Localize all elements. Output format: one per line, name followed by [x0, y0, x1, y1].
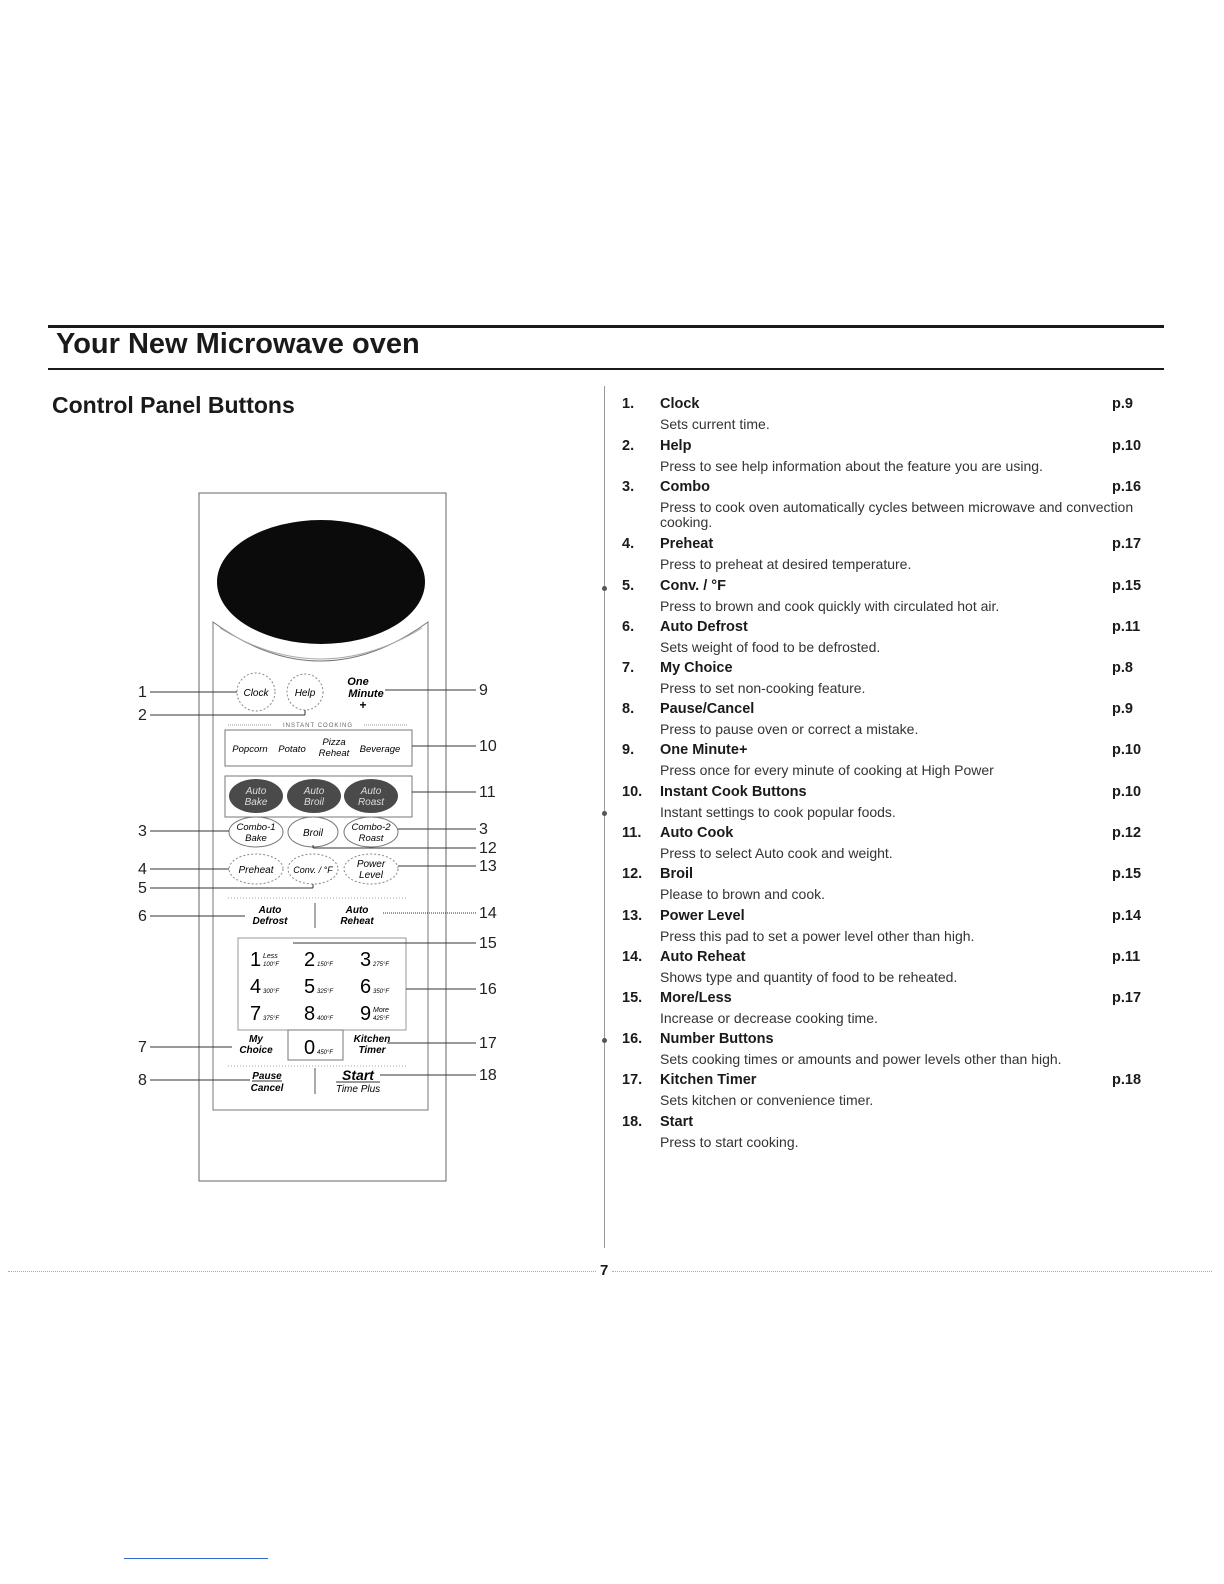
button-description-item: [622, 782, 1142, 823]
svg-text:Kitchen: Kitchen: [353, 1034, 391, 1045]
key-temperature: 400°F: [317, 1016, 334, 1022]
item-description: Sets cooking times or amounts and power levels other than high.: [660, 1051, 1062, 1067]
button-description-item: [622, 617, 1142, 658]
callout-number: 1: [138, 684, 147, 701]
svg-text:Preheat: Preheat: [238, 865, 274, 876]
number-9-button[interactable]: [360, 1003, 389, 1025]
item-number: 12.: [622, 866, 643, 882]
title-bottom-rule: [48, 368, 1164, 370]
item-heading: [622, 1070, 1142, 1091]
number-1-button[interactable]: [250, 949, 279, 971]
svg-text:My: My: [249, 1034, 263, 1045]
item-number: 14.: [622, 949, 643, 965]
item-name: Broil: [660, 866, 694, 882]
item-name: Power Level: [660, 908, 745, 924]
item-heading: [622, 947, 1142, 968]
button-description-item: [622, 1112, 1142, 1153]
item-description: Please to brown and cook.: [660, 886, 825, 902]
number-3-button[interactable]: [360, 949, 389, 971]
item-name: Combo: [660, 479, 710, 495]
item-name: Auto Defrost: [660, 619, 748, 635]
item-name: Conv. / °F: [660, 578, 726, 594]
button-description-item: [622, 477, 1142, 534]
callout-number: 18: [479, 1067, 497, 1084]
callout-number: 13: [479, 858, 497, 875]
item-page-ref: p.10: [1112, 742, 1142, 758]
callout-number: 11: [479, 784, 496, 801]
item-page-ref: [1112, 1029, 1142, 1050]
item-heading: [622, 436, 1142, 457]
item-name: Kitchen Timer: [660, 1072, 757, 1088]
callout-number: 3: [138, 823, 147, 840]
key-temperature: 300°F: [263, 989, 280, 995]
item-description: Press to set non-cooking feature.: [660, 680, 866, 696]
button-description-item: [622, 394, 1142, 436]
number-0-button[interactable]: [304, 1037, 333, 1059]
item-page-ref: p.11: [1112, 949, 1141, 965]
item-number: 13.: [622, 908, 643, 924]
callout-numbers-right: [479, 682, 497, 1084]
pizza-reheat-button[interactable]: [319, 737, 350, 759]
key-digit: 9: [360, 1003, 372, 1025]
start-button[interactable]: [336, 1067, 380, 1095]
margin-bullet: [602, 811, 607, 816]
item-page-ref: p.18: [1112, 1072, 1142, 1088]
auto-defrost-button[interactable]: [252, 905, 288, 927]
item-number: 10.: [622, 784, 643, 800]
item-number: 18.: [622, 1114, 643, 1130]
key-temperature: 100°F: [263, 962, 280, 968]
auto-bake-button[interactable]: [229, 779, 283, 813]
combo-1-bake-button[interactable]: [229, 817, 283, 847]
item-heading: [622, 576, 1142, 597]
item-name: My Choice: [660, 660, 733, 676]
my-choice-button[interactable]: [239, 1034, 273, 1056]
item-number: 15.: [622, 990, 643, 1006]
callout-number: 5: [138, 880, 147, 897]
item-page-ref: p.10: [1112, 438, 1142, 454]
svg-text:Time Plus: Time Plus: [335, 1084, 381, 1095]
help-button[interactable]: [287, 674, 323, 710]
callout-number: 9: [479, 682, 488, 699]
item-description: Press to start cooking.: [660, 1134, 799, 1150]
key-digit: 5: [304, 976, 316, 998]
key-digit: 6: [360, 976, 372, 998]
callout-number: 15: [479, 935, 497, 952]
key-digit: 7: [250, 1003, 262, 1025]
callout-numbers-left: [138, 684, 147, 1089]
callout-number: 14: [479, 905, 497, 922]
item-name: Help: [660, 438, 692, 454]
svg-text:Power: Power: [356, 859, 386, 870]
item-page-ref: p.16: [1112, 479, 1142, 495]
button-description-item: [622, 1070, 1142, 1112]
section-title: Control Panel Buttons: [52, 392, 295, 418]
item-name: Preheat: [660, 536, 714, 552]
svg-text:Auto: Auto: [360, 786, 382, 797]
beverage-button[interactable]: Beverage: [359, 744, 401, 755]
column-divider: [604, 386, 605, 1248]
item-page-ref: p.9: [1112, 701, 1133, 717]
svg-text:Start: Start: [342, 1067, 374, 1083]
footer-rule-left: [8, 1271, 596, 1272]
item-page-ref: p.15: [1112, 866, 1142, 882]
auto-roast-button[interactable]: [344, 779, 398, 813]
item-page-ref: p.12: [1112, 825, 1142, 841]
item-heading: [622, 864, 1142, 885]
svg-text:+: +: [359, 698, 367, 712]
svg-text:Level: Level: [359, 870, 383, 881]
item-heading: [622, 988, 1142, 1009]
item-description: Press to brown and cook quickly with circulated hot air.: [660, 598, 1000, 614]
item-description: Sets kitchen or convenience timer.: [660, 1092, 874, 1108]
item-heading: [622, 1029, 1142, 1050]
button-description-item: [622, 576, 1142, 617]
button-description-item: [622, 906, 1142, 947]
number-2-button[interactable]: [304, 949, 333, 971]
button-description-item: [622, 436, 1142, 477]
item-heading: [622, 617, 1142, 638]
callout-number: 16: [479, 981, 497, 998]
number-6-button[interactable]: [360, 976, 389, 998]
svg-text:Pause: Pause: [252, 1071, 282, 1082]
svg-text:Broil: Broil: [303, 797, 325, 808]
item-name: Clock: [660, 396, 700, 412]
svg-text:Minute: Minute: [348, 688, 384, 700]
item-name: Auto Cook: [660, 825, 734, 841]
item-number: 8.: [622, 701, 635, 717]
button-description-item: [622, 1029, 1142, 1070]
number-4-button[interactable]: [250, 976, 279, 998]
button-description-list: [622, 394, 1142, 1153]
key-digit: 3: [360, 949, 372, 971]
svg-text:Auto: Auto: [245, 786, 267, 797]
auto-reheat-button[interactable]: [340, 905, 374, 927]
key-temperature: 325°F: [317, 989, 334, 995]
svg-text:Combo-2: Combo-2: [351, 822, 391, 833]
item-name: Pause/Cancel: [660, 701, 755, 717]
popcorn-button[interactable]: Popcorn: [232, 744, 268, 755]
power-level-button[interactable]: [344, 854, 398, 884]
callout-number: 10: [479, 738, 497, 755]
control-panel-diagram: [130, 488, 510, 1188]
item-number: 5.: [622, 578, 635, 594]
svg-text:One: One: [347, 676, 369, 688]
item-page-ref: p.17: [1112, 990, 1142, 1006]
item-description: Press to cook oven automatically cycles between microwave and convection cooking.: [660, 499, 1134, 530]
item-description: Press once for every minute of cooking at High Power: [660, 762, 994, 778]
item-page-ref: p.8: [1112, 660, 1133, 676]
button-description-item: [622, 947, 1142, 988]
item-name: Start: [660, 1114, 694, 1130]
page-number: 7: [600, 1262, 609, 1279]
svg-text:Cancel: Cancel: [250, 1083, 284, 1094]
combo-2-roast-button[interactable]: [344, 817, 398, 847]
key-digit: 4: [250, 976, 262, 998]
svg-text:Help: Help: [294, 688, 316, 699]
item-number: 7.: [622, 660, 635, 676]
key-more-less-label: Less: [263, 953, 278, 960]
key-more-less-label: More: [373, 1007, 389, 1014]
key-temperature: 375°F: [263, 1016, 280, 1022]
item-number: 3.: [622, 479, 635, 495]
button-description-item: [622, 988, 1142, 1029]
button-description-item: [622, 740, 1142, 782]
item-number: 6.: [622, 619, 635, 635]
instant-cooking-label: INSTANT COOKING: [282, 723, 354, 729]
item-page-ref: p.9: [1112, 396, 1133, 412]
callout-number: 4: [138, 861, 147, 878]
item-description: Sets current time.: [660, 416, 770, 432]
button-description-item: [622, 658, 1142, 699]
svg-text:Reheat: Reheat: [340, 916, 374, 927]
item-description: Shows type and quantity of food to be reheated.: [660, 969, 958, 985]
key-temperature: 425°F: [373, 1016, 390, 1022]
item-description: Press to preheat at desired temperature.: [660, 556, 912, 572]
callout-number: 17: [479, 1035, 497, 1052]
item-heading: [622, 534, 1142, 555]
broil-button[interactable]: [288, 817, 338, 847]
number-5-button[interactable]: [304, 976, 333, 998]
item-name: One Minute+: [660, 742, 748, 758]
callout-number: 7: [138, 1039, 147, 1056]
svg-text:Choice: Choice: [239, 1045, 273, 1056]
item-description: Press to pause oven or correct a mistake.: [660, 721, 919, 737]
svg-text:Conv. / °F: Conv. / °F: [293, 865, 333, 875]
item-page-ref: [1112, 1112, 1142, 1133]
key-temperature: 450°F: [317, 1050, 334, 1056]
pause-cancel-button[interactable]: [251, 1071, 284, 1094]
footer-rule-right: [612, 1271, 1212, 1272]
button-description-item: [622, 699, 1142, 740]
number-7-button[interactable]: [250, 1003, 279, 1025]
margin-bullet: [602, 1038, 607, 1043]
item-number: 11.: [622, 825, 642, 841]
item-number: 17.: [622, 1072, 643, 1088]
svg-text:Auto: Auto: [258, 905, 282, 916]
key-digit: 8: [304, 1003, 316, 1025]
display-window: [217, 520, 425, 644]
item-heading: [622, 782, 1142, 803]
conv-f-button[interactable]: [288, 854, 338, 884]
svg-text:Bake: Bake: [245, 833, 267, 844]
item-number: 1.: [622, 396, 635, 412]
key-digit: 2: [304, 949, 316, 971]
svg-text:Roast: Roast: [358, 833, 384, 844]
item-heading: [622, 740, 1142, 761]
callout-number: 3: [479, 821, 488, 838]
button-description-item: [622, 823, 1142, 864]
item-number: 9.: [622, 742, 635, 758]
item-heading: [622, 1112, 1142, 1133]
callout-number: 6: [138, 908, 147, 925]
margin-bullet: [602, 586, 607, 591]
svg-text:Combo-1: Combo-1: [236, 822, 276, 833]
callout-number: 8: [138, 1072, 147, 1089]
item-number: 2.: [622, 438, 635, 454]
item-name: More/Less: [660, 990, 732, 1006]
number-0-box: [288, 1030, 343, 1060]
svg-text:Bake: Bake: [244, 797, 268, 808]
item-page-ref: p.14: [1112, 908, 1142, 924]
preheat-button[interactable]: [229, 854, 283, 884]
one-minute-button[interactable]: [347, 676, 383, 712]
button-description-item: [622, 864, 1142, 906]
key-temperature: 350°F: [373, 989, 390, 995]
auto-broil-button[interactable]: [287, 779, 341, 813]
item-number: 16.: [622, 1031, 643, 1047]
item-description: Instant settings to cook popular foods.: [660, 804, 896, 820]
item-heading: [622, 823, 1142, 844]
item-page-ref: p.11: [1112, 619, 1141, 635]
item-heading: [622, 394, 1142, 415]
clock-button[interactable]: [237, 673, 275, 711]
item-page-ref: p.15: [1112, 578, 1142, 594]
item-heading: [622, 699, 1142, 720]
item-heading: [622, 658, 1142, 679]
button-description-item: [622, 534, 1142, 576]
potato-button[interactable]: Potato: [278, 744, 306, 755]
svg-text:Auto: Auto: [303, 786, 325, 797]
key-temperature: 275°F: [373, 962, 390, 968]
callout-number: 12: [479, 840, 497, 857]
svg-text:Defrost: Defrost: [252, 916, 288, 927]
callout-number: 2: [138, 707, 147, 724]
number-8-button[interactable]: [304, 1003, 333, 1025]
page-title: Your New Microwave oven: [56, 328, 420, 360]
item-description: Press to see help information about the feature you are using.: [660, 458, 1043, 474]
svg-text:Timer: Timer: [358, 1045, 386, 1056]
item-heading: [622, 477, 1142, 498]
item-heading: [622, 906, 1142, 927]
item-description: Press to select Auto cook and weight.: [660, 845, 893, 861]
key-temperature: 150°F: [317, 962, 334, 968]
item-description: Press this pad to set a power level other than high.: [660, 928, 975, 944]
item-description: Sets weight of food to be defrosted.: [660, 639, 881, 655]
svg-text:Auto: Auto: [345, 905, 369, 916]
item-number: 4.: [622, 536, 635, 552]
item-name: Instant Cook Buttons: [660, 784, 807, 800]
kitchen-timer-button[interactable]: [354, 1034, 391, 1056]
item-page-ref: p.10: [1112, 784, 1142, 800]
item-description: Increase or decrease cooking time.: [660, 1010, 878, 1026]
key-digit: 0: [304, 1037, 316, 1059]
bottom-link-rule: [124, 1558, 268, 1559]
key-digit: 1: [250, 949, 262, 971]
svg-text:Clock: Clock: [243, 688, 269, 699]
svg-text:Reheat: Reheat: [318, 748, 350, 759]
svg-text:Pizza: Pizza: [322, 737, 346, 748]
svg-text:Broil: Broil: [302, 828, 324, 839]
item-name: Number Buttons: [660, 1031, 774, 1047]
item-page-ref: p.17: [1112, 536, 1142, 552]
item-name: Auto Reheat: [660, 949, 746, 965]
svg-text:Roast: Roast: [357, 797, 385, 808]
